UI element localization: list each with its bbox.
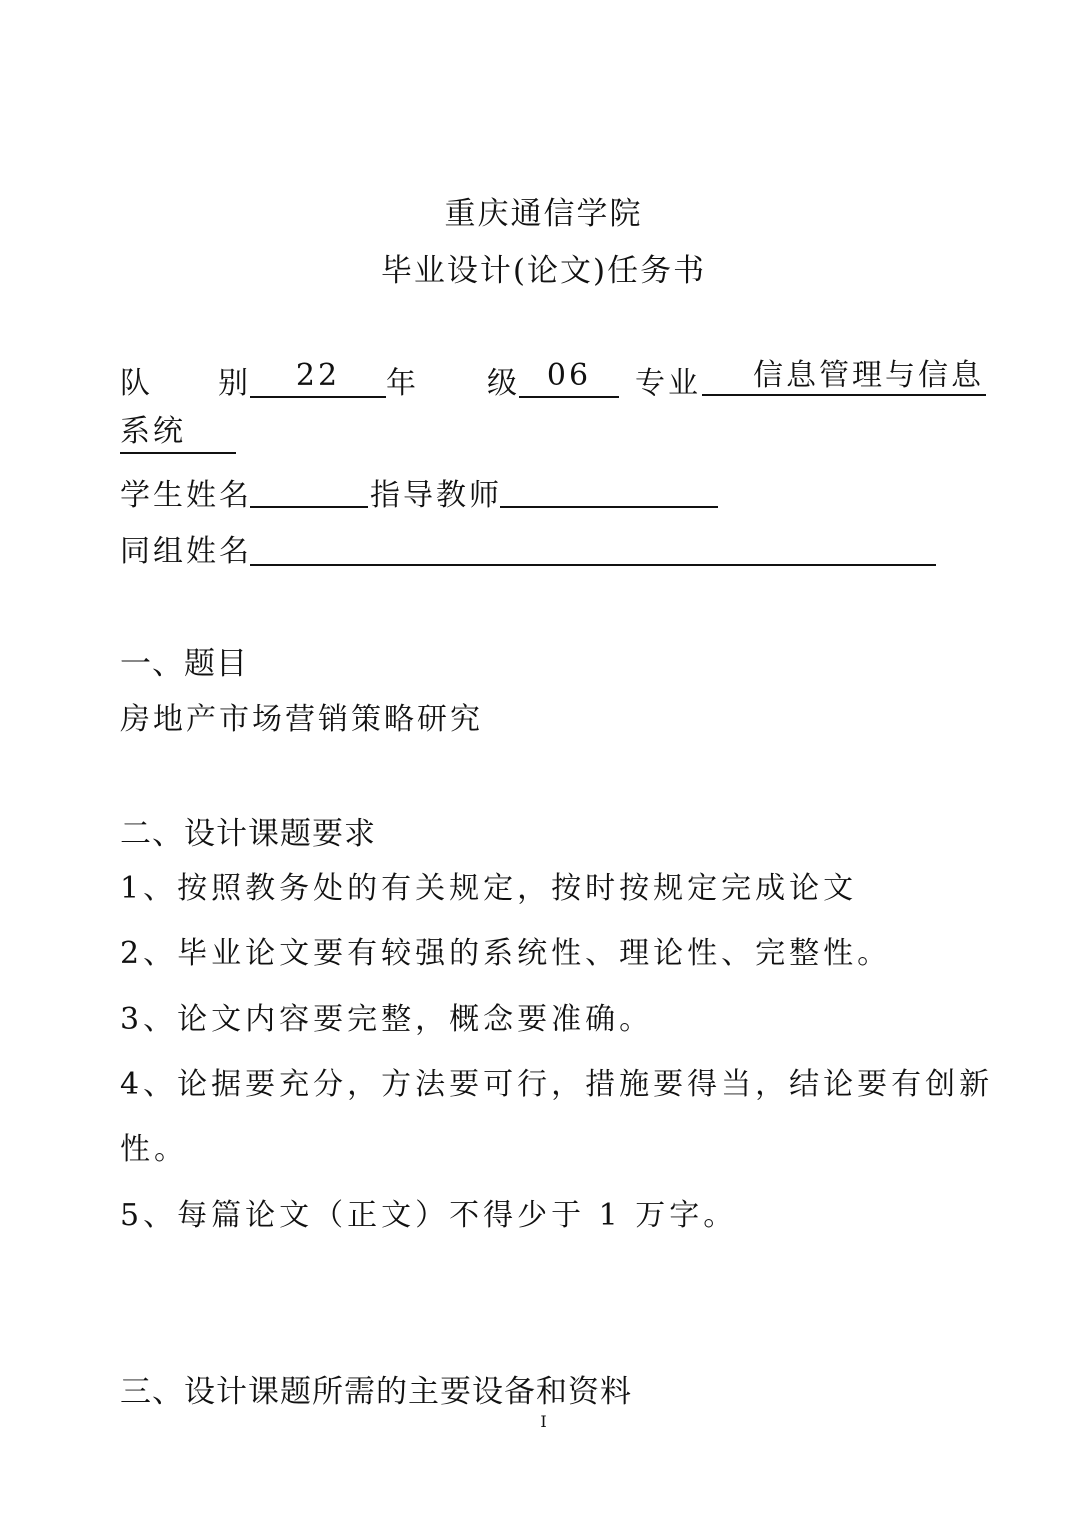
requirement-item-4: 4、论据要充分，方法要可行，措施要得当，结论要有创新 [120,1067,994,1102]
student-name-label: 学生姓名 [120,478,252,513]
major-value-continuation: 系统 [120,412,236,454]
grade-value-field: 06 [519,356,619,398]
section-3-heading: 三、设计课题所需的主要设备和资料 [120,1374,632,1410]
advisor-label: 指导教师 [370,478,502,513]
requirement-item-5: 5、每篇论文（正文）不得少于 1 万字。 [120,1198,738,1233]
advisor-field [500,466,718,508]
group-names-field [250,524,936,566]
major-value-field: 信息管理与信息 [702,356,986,396]
thesis-topic: 房地产市场营销策略研究 [120,702,483,737]
requirement-item-4-continued: 性。 [120,1132,188,1167]
section-1-heading: 一、题目 [120,646,248,682]
group-names-label: 同组姓名 [120,534,252,569]
student-name-field [250,466,368,508]
team-label: 队 [120,366,153,401]
document-title: 毕业设计(论文)任务书 [380,253,707,289]
team-label-2: 别 [218,366,251,401]
requirement-item-3: 3、论文内容要完整，概念要准确。 [120,1002,654,1037]
section-2-heading: 二、设计课题要求 [120,816,376,852]
grade-label-2: 级 [487,366,520,401]
requirement-item-1: 1、按照教务处的有关规定，按时按规定完成论文 [120,871,858,906]
institution-name: 重庆通信学院 [444,196,643,232]
team-value-field: 22 [250,356,386,398]
grade-label: 年 [386,366,419,401]
page-number: I [540,1412,547,1431]
requirement-item-2: 2、毕业论文要有较强的系统性、理论性、完整性。 [120,936,892,971]
major-label: 专业 [635,366,701,401]
